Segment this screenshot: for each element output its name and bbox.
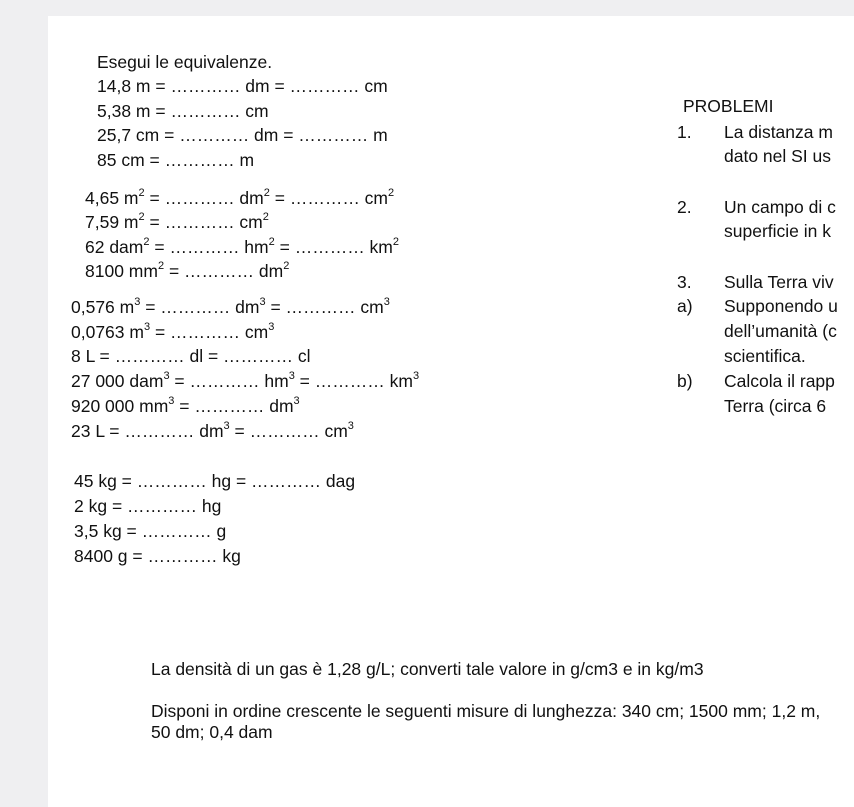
exercise-line: 85 cm = ………… m <box>97 150 255 170</box>
problem-text: Sulla Terra viv <box>724 272 834 292</box>
problem-text: Terra (circa 6 <box>724 396 827 416</box>
exercise-line: 8400 g = ………… kg <box>74 546 241 566</box>
exercise-title: Esegui le equivalenze. <box>97 52 273 72</box>
density-exercise: La densità di un gas è 1,28 g/L; converti tale valore in g/cm3 e in kg/m3 <box>151 659 704 679</box>
problem-text: dato nel SI us <box>724 146 832 166</box>
exercise-line: 7,59 $m^2$ = ………… $cm^2$ <box>85 211 269 232</box>
exercise-line: 14,8 m = ………… dm = ………… cm <box>97 76 388 96</box>
problem-text: dell’umanità (c <box>724 321 837 341</box>
exercise-line: 27 000 dam$^3$ = ………… $hm^3$ = ………… $km^3$ <box>71 370 420 391</box>
problem-text: Un campo di c <box>724 197 836 217</box>
problem-number: 2. <box>677 197 692 217</box>
exercise-line: 4,65 $m^2$ = ………… $dm^2$ = ………… $cm^2$ <box>85 187 395 208</box>
exercise-line: 2 kg = ………… hg <box>74 496 222 516</box>
problem-number: 3. <box>677 272 692 292</box>
problem-text: scientifica. <box>724 346 806 366</box>
exercise-line: 45 kg = ………… hg = ………… dag <box>74 471 356 491</box>
exercise-line: 3,5 kg = ………… g <box>74 521 227 541</box>
problem-letter: a) <box>677 296 693 316</box>
exercise-line: 8100 $mm^2$ = ………… $dm^2$ <box>85 260 290 281</box>
problem-number: 1. <box>677 122 692 142</box>
exercise-line: 0,0763 $m^3$ = ………… $cm^3$ <box>71 321 275 342</box>
document-page <box>48 16 854 807</box>
ordering-exercise: Disponi in ordine crescente le seguenti misure di lunghezza: 340 cm; 1500 mm; 1,2 m, 50 dm; 0,4 dam <box>151 701 821 742</box>
exercise-line: 23 L = ………… $dm^3$ = ………… $cm^3$ <box>71 420 354 441</box>
problem-text: Supponendo u <box>724 296 838 316</box>
problem-text: La distanza m <box>724 122 833 142</box>
exercise-line: 0,576 $m^3$ = ………… $dm^3$ = ………… $cm^3$ <box>71 296 390 317</box>
exercise-line: 25,7 cm = ………… dm = ………… m <box>97 125 388 145</box>
exercise-line: 62 dam$^2$ = ………… $hm^2$ = ………… $km^2$ <box>85 236 400 257</box>
problem-text: Calcola il rapp <box>724 371 835 391</box>
problem-letter: b) <box>677 371 693 391</box>
exercise-line: 8 L = ………… dl = ………… cl <box>71 346 311 366</box>
exercise-line: 920 000 $mm^3$ = ………… $dm^3$ <box>71 395 300 416</box>
problems-heading: PROBLEMI <box>683 96 774 116</box>
problem-text: superficie in k <box>724 221 831 241</box>
exercise-line: 5,38 m = ………… cm <box>97 101 269 121</box>
